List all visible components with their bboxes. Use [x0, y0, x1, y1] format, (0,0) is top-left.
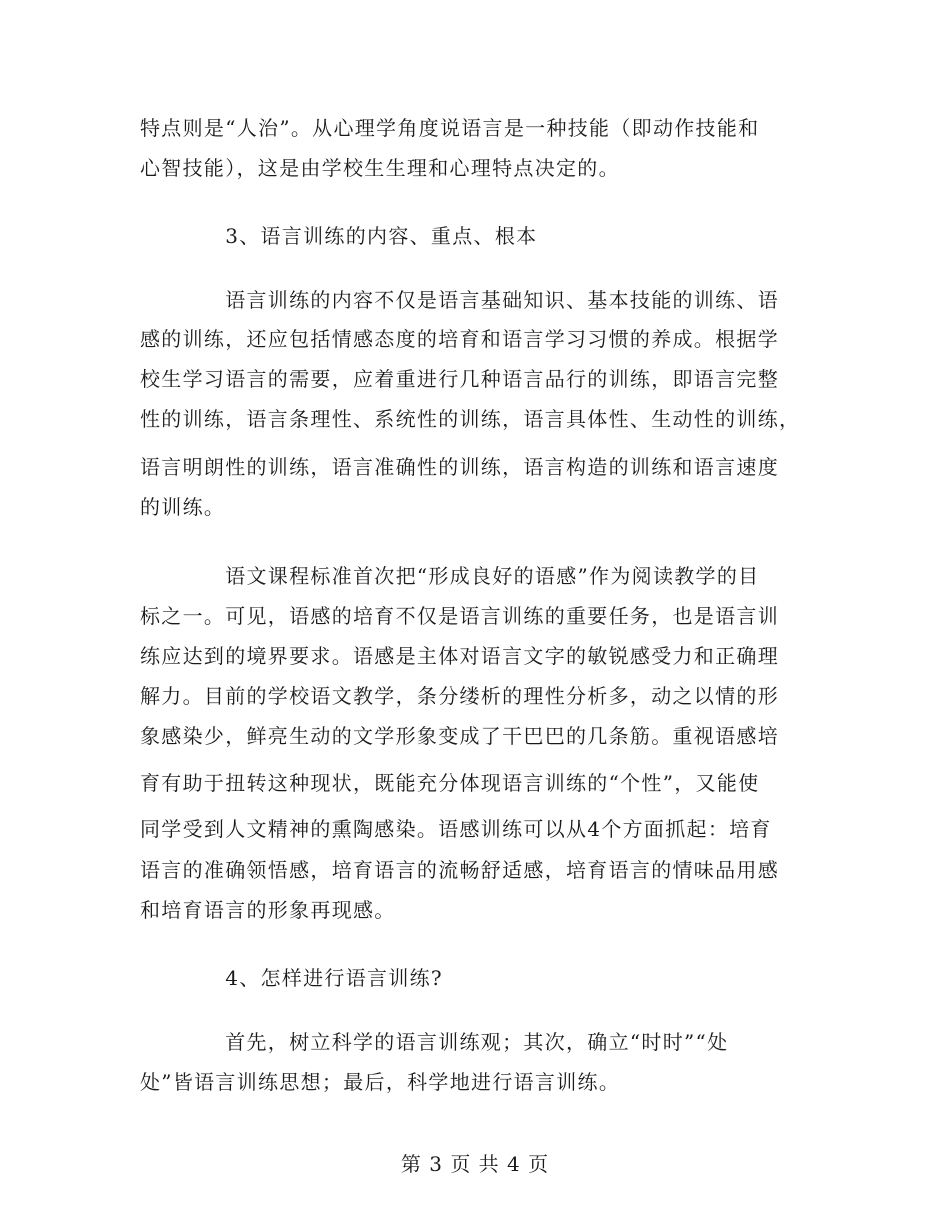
text-line: 育有助于扭转这种现状，既能充分体现语言训练的“个性”，又能使	[140, 771, 760, 795]
page-number-footer: 第 3 页 共 4 页	[400, 1152, 550, 1176]
text-line: 性的训练，语言条理性、系统性的训练，语言具体性、生动性的训练，	[140, 407, 801, 431]
text-line: 解力。目前的学校语文教学，条分缕析的理性分析多，动之以情的形	[140, 684, 779, 708]
text-line: 处”皆语言训练思想；最后，科学地进行语言训练。	[140, 1070, 621, 1094]
section-heading: 4、怎样进行语言训练?	[140, 966, 443, 990]
text-line: 特点则是“人治”。从心理学角度说语言是一种技能（即动作技能和	[140, 116, 760, 140]
text-line: 的训练。	[140, 495, 226, 519]
text-line: 心智技能），这是由学校生生理和心理特点决定的。	[140, 156, 620, 180]
text-line: 语言明朗性的训练，语言准确性的训练，语言构造的训练和语言速度	[140, 455, 779, 479]
text-line: 练应达到的境界要求。语感是主体对语言文字的敏锐感受力和正确理	[140, 644, 779, 668]
text-line: 和培育语言的形象再现感。	[140, 898, 396, 922]
text-line: 校生学习语言的需要，应着重进行几种语言品行的训练，即语言完整	[140, 367, 779, 391]
text-line: 标之一。可见，语感的培育不仅是语言训练的重要任务，也是语言训	[140, 604, 779, 628]
text-line: 语言训练的内容不仅是语言基础知识、基本技能的训练、语	[140, 288, 779, 312]
text-line: 象感染少，鲜亮生动的文学形象变成了干巴巴的几条筋。重视语感培	[140, 724, 779, 748]
text-line: 同学受到人文精神的熏陶感染。语感训练可以从4个方面抓起：培育	[140, 817, 772, 841]
text-line: 语文课程标准首次把“形成良好的语感”作为阅读教学的目	[140, 564, 760, 588]
text-line: 首先，树立科学的语言训练观；其次，确立“时时”“处	[140, 1030, 729, 1054]
section-heading: 3、语言训练的内容、重点、根本	[140, 224, 538, 248]
text-line: 语言的准确领悟感，培育语言的流畅舒适感，培育语言的情味品用感	[140, 858, 779, 882]
text-line: 感的训练，还应包括情感态度的培育和语言学习习惯的养成。根据学	[140, 327, 779, 351]
